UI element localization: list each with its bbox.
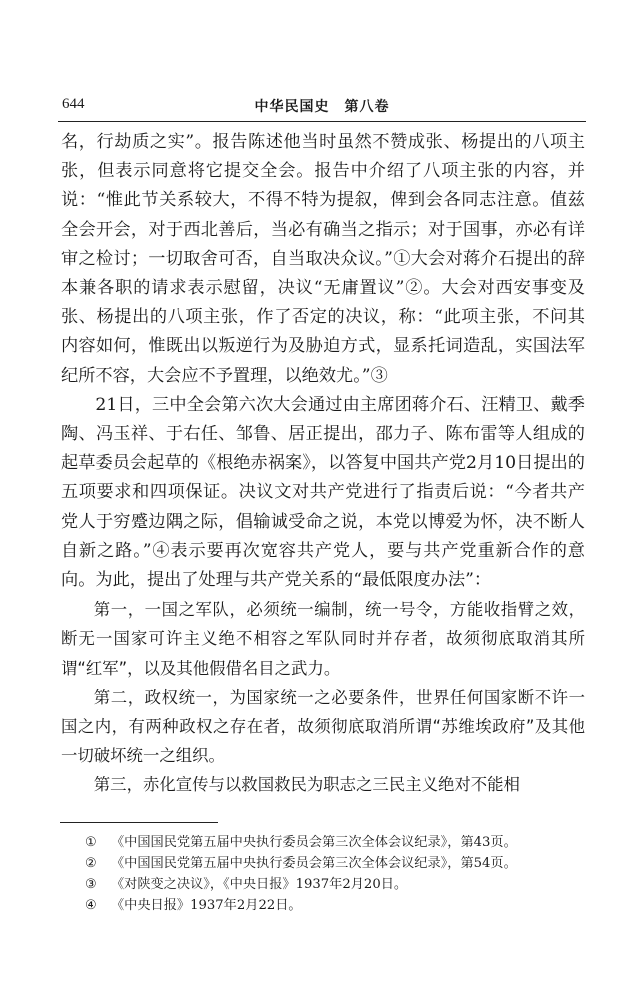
body-text	[61, 128, 585, 800]
page-header	[58, 96, 586, 118]
footnote-mark: ④	[85, 898, 97, 913]
footnotes	[85, 832, 586, 916]
footnote-mark: ③	[85, 877, 97, 892]
footnote	[85, 874, 586, 895]
footnote-text: 《对陕变之决议》，《中央日报》1937年2月20日。	[111, 877, 408, 892]
paragraph: 名，行劫质之实”。报告陈述他当时虽然不赞成张、杨提出的八项主张，但表示同意将它提交全会。报告中介绍了八项主张的内容，并说：“惟此节关系较大，不得不特为提叙，俾到会各同志注意。值兹全会开会，对于西北善后，当必有确当之指示；对于国事，亦必有详审之检讨；一切取舍可否，自当取决众议。”①大会对蒋介石提出的辞本兼各职的请求表示慰留，决议“无庸置议”②。大会对西安事变及张、杨提出的八项主张，作了否定的决议，称：“此项主张，不问其内容如何，惟既出以叛逆行为及胁迫方式，显系托词造乱，实国法军纪所不容，大会应不予置理，以绝效尤。”③	[61, 132, 585, 386]
footnote	[85, 832, 586, 853]
footnote-rule	[60, 822, 218, 823]
header-rule	[58, 121, 586, 122]
quote-paragraph: 第二，政权统一，为国家统一之必要条件，世界任何国家断不许一国之内，有两种政权之存在者，故须彻底取消所谓“苏维埃政府”及其他一切破坏统一之组织。	[61, 687, 585, 766]
footnote-mark: ①	[85, 835, 97, 850]
quote-paragraph: 第三，赤化宣传与以救国救民为职志之三民主义绝对不能相	[93, 775, 520, 795]
footnote	[85, 895, 586, 916]
footnote-text: 《中国国民党第五届中央执行委员会第三次全体会议纪录》，第54页。	[111, 856, 517, 871]
footnote-text: 《中央日报》1937年2月22日。	[111, 898, 302, 913]
footnote-mark: ②	[85, 856, 97, 871]
footnote	[85, 853, 586, 874]
paragraph: 21日，三中全会第六次大会通过由主席团蒋介石、汪精卫、戴季陶、冯玉祥、于右任、邹鲁、居正提出，邵力子、陈布雷等人组成的起草委员会起草的《根绝赤祸案》，以答复中国共产党2月10日提出的五项要求和四项保证。决议文对共产党进行了指责后说：“今者共产党人于穷蹙边隅之际，倡输诚受命之说，本党以博爱为怀，决不断人自新之路。”④表示要再次宽容共产党人，要与共产党重新合作的意向。为此，提出了处理与共产党关系的“最低限度办法”：	[61, 394, 585, 591]
quote-paragraph: 第一，一国之军队，必须统一编制，统一号令，方能收指臂之效，断无一国家可许主义绝不相容之军队同时并存者，故须彻底取消其所谓“红军”，以及其他假借名目之武力。	[61, 600, 585, 678]
page-number: 644	[62, 96, 85, 112]
running-title: 中华民国史 第八卷	[254, 100, 390, 115]
footnote-text: 《中国国民党第五届中央执行委员会第三次全体会议纪录》，第43页。	[111, 835, 517, 850]
